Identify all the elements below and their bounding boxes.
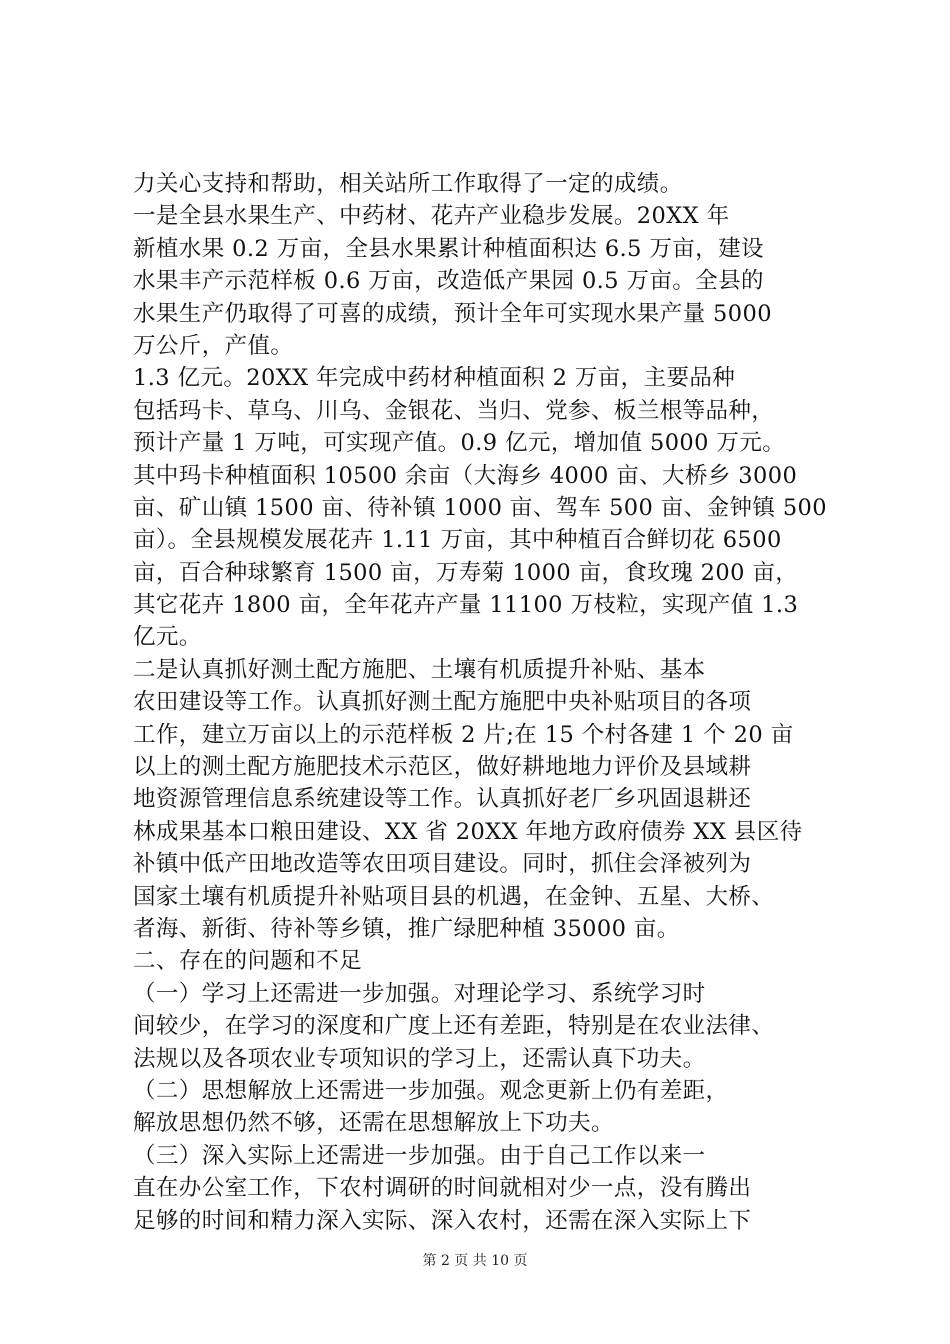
body-line: 补镇中低产田地改造等农田项目建设。同时，抓住会泽被列为 [133,851,752,878]
body-line: 足够的时间和精力深入实际、深入农村，还需在深入实际上下 [133,1207,752,1234]
body-line: 新植水果 0.2 万亩，全县水果累计种植面积达 6.5 万亩，建设 [133,235,764,262]
body-line: 林成果基本口粮田建设、XX 省 20XX 年地方政府债券 XX 县区待 [133,818,803,845]
body-line: 水果生产仍取得了可喜的成绩，预计全年可实现水果产量 5000 [133,300,772,327]
body-line: 以上的测土配方施肥技术示范区，做好耕地地力评价及县域耕 [133,754,752,781]
body-line: 万公斤，产值。 [133,332,294,359]
body-line: 工作，建立万亩以上的示范样板 2 片;在 15 个村各建 1 个 20 亩 [133,721,794,748]
body-line: 间较少，在学习的深度和广度上还有差距，特别是在农业法律、 [133,1013,775,1040]
body-line: 法规以及各项农业专项知识的学习上，还需认真下功夫。 [133,1045,706,1072]
body-line: 亿元。 [133,624,202,651]
body-line: 亩）。全县规模发展花卉 1.11 万亩，其中种植百合鲜切花 6500 [133,527,782,554]
body-line: （一）学习上还需进一步加强。对理论学习、系统学习时 [133,980,706,1007]
body-line: 直在办公室工作，下农村调研的时间就相对少一点，没有腾出 [133,1175,752,1202]
body-line: 预计产量 1 万吨，可实现产值。0.9 亿元，增加值 5000 万元。 [133,430,786,457]
body-line: 亩，百合种球繁育 1500 亩，万寿菊 1000 亩，食玫瑰 200 亩， [133,559,799,586]
body-line: 二是认真抓好测土配方施肥、土壤有机质提升补贴、基本 [133,656,706,683]
body-line: 解放思想仍然不够，还需在思想解放上下功夫。 [133,1110,614,1137]
body-line: 力关心支持和帮助，相关站所工作取得了一定的成绩。 [133,171,683,197]
body-line: 水果丰产示范样板 0.6 万亩，改造低产果园 0.5 万亩。全县的 [133,268,764,295]
body-line: 地资源管理信息系统建设等工作。认真抓好老厂乡巩固退耕还 [133,786,752,813]
body-line: 者海、新街、待补等乡镇，推广绿肥种植 35000 亩。 [133,915,680,942]
document-body [133,168,833,1237]
body-line: 其中玛卡种植面积 10500 余亩（大海乡 4000 亩、大桥乡 3000 [133,462,798,489]
page-number-footer: 第 2 页 共 10 页 [422,1253,528,1269]
body-line: 农田建设等工作。认真抓好测土配方施肥中央补贴项目的各项 [133,689,752,716]
body-line: （二）思想解放上还需进一步加强。观念更新上仍有差距， [133,1077,729,1104]
body-line: 国家土壤有机质提升补贴项目县的机遇，在金钟、五星、大桥、 [133,883,775,910]
body-line: 1.3 亿元。20XX 年完成中药材种植面积 2 万亩，主要品种 [133,365,736,392]
body-line: 一是全县水果生产、中药材、花卉产业稳步发展。20XX 年 [133,203,730,230]
body-line: （三）深入实际上还需进一步加强。由于自己工作以来一 [133,1142,706,1169]
body-line: 包括玛卡、草乌、川乌、金银花、当归、党参、板兰根等品种， [133,397,775,424]
body-line: 亩、矿山镇 1500 亩、待补镇 1000 亩、驾车 500 亩、金钟镇 500 [133,494,827,521]
section-heading: 二、存在的问题和不足 [133,948,363,975]
body-line: 其它花卉 1800 亩，全年花卉产量 11100 万枝粒，实现产值 1.3 [133,592,799,619]
